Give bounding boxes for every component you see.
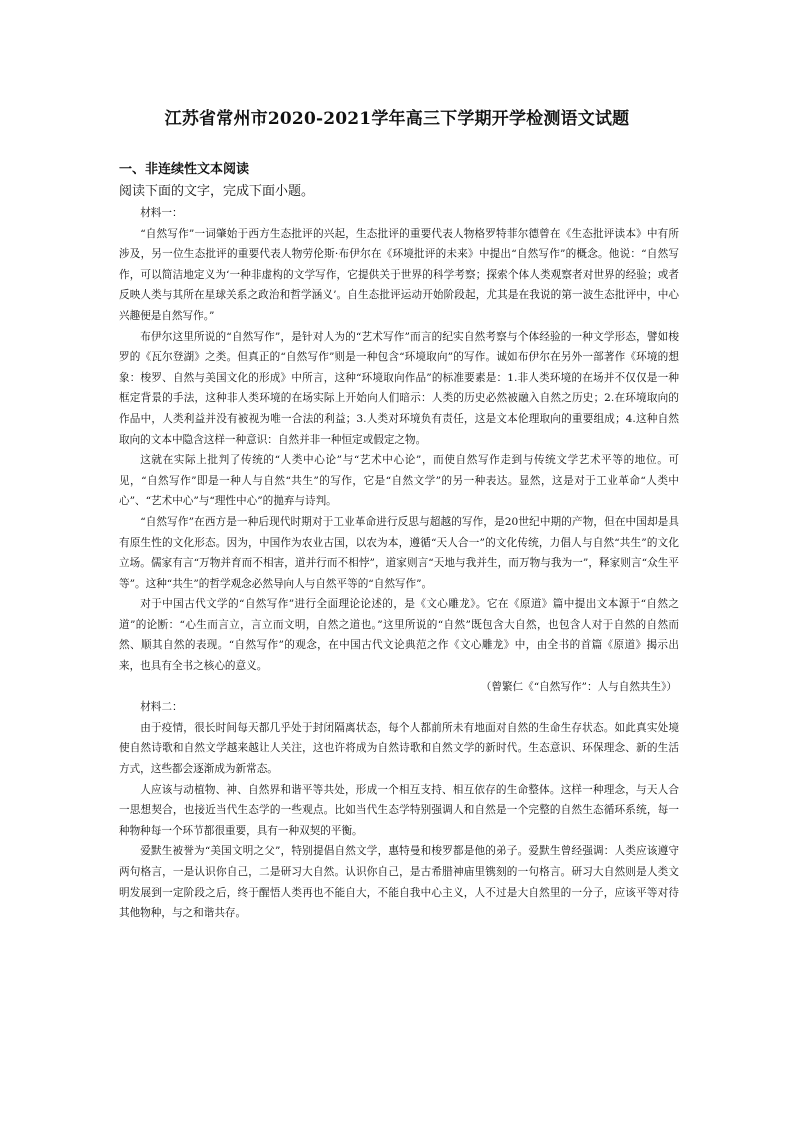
paragraph: 布伊尔这里所说的“自然写作”，是针对人为的“艺术写作”而言的纪实自然考察与个体经验的一种文学形态，譬如梭罗的《瓦尔登湖》之类。但真正的“自然写作”则是一种包含“环境取向”的写作。诚如布伊尔在另外一部著作《环境的想象：梭罗、自然与美国文化的形成》中所言，这种“环境取向作品”的标准要素是：1.非人类环境的在场并不仅仅是一种框定背景的手法，这种非人类环境的在场实际上开始向人们暗示：人类的历史必然被融入自然之历史；2.在环境取向的作品中，人类利益并没有被视为唯一合法的利益；3.人类对环境负有责任，这是文本伦理取向的重要组成；4.这种自然取向的文本中隐含这样一种意识：自然并非一种恒定或假定之物。 [119,330,679,446]
paragraph: 由于疫情，很长时间每天都几乎处于封闭隔离状态，每个人都前所未有地面对自然的生命生存状态。如此真实处境使自然诗歌和自然文学越来越让人关注，这也许将成为自然诗歌和自然文学的新时代。生态意识、环保理念、新的生活方式，这些都会逐渐成为新常态。 [119,721,679,776]
source-citation: （曾繁仁《“自然写作”：人与自然共生》） [480,680,677,693]
section-heading: 一、非连续性文本阅读 [119,162,250,177]
material-1-label: 材料一： [140,207,183,219]
paragraph: 爱默生被誉为“美国文明之父”，特别提倡自然文学，惠特曼和梭罗都是他的弟子。爱默生曾经强调：人类应该遵守两句格言，一是认识你自己，二是研习大自然。认识你自己，是古希腊神庙里镌刻的一句格言。研习大自然则是人类文明发展到一定阶段之后，终于醒悟人类再也不能自大，不能自我中心主义，人不过是大自然里的一分子，应该平等对待其他物种，与之和谐共存。 [119,845,679,920]
paragraph: 这就在实际上批判了传统的“人类中心论”与“艺术中心论”，而使自然写作走到与传统文学艺术平等的地位。可见，“自然写作”即是一种人与自然“共生”的写作，它是“自然文学”的另一种表达。显然，这是对于工业革命“人类中心”、“艺术中心”与“理性中心”的拋弃与诗判。 [119,454,679,508]
material-2-label: 材料二： [140,701,183,714]
page-title: 江苏省常州市2020-2021学年高三下学期开学检测语文试题 [164,109,630,129]
paragraph: “自然写作”一词肇始于西方生态批评的兴起，生态批评的重要代表人物格罗特菲尔德曾在《生态批评读本》中有所涉及，另一位生态批评的重要代表人物劳伦斯·布伊尔在《环境批评的未来》中提出“自然写作”的概念。他说：“自然写作，可以简洁地定义为‘一种非虚构的文学写作，它提供关于世界的科学考察；探索个体人类观察者对世界的经验；或者反映人类与其所在星球关系之政治和哲学涵义’。自生态批评运动开始阶段起，尤其是在我说的第一波生态批评中，中心兴趣便是自然写作。” [119,227,679,322]
paragraph: 对于中国古代文学的“自然写作”进行全面理论论述的，是《文心雕龙》。它在《原道》篇中提出文本源于“自然之道”的论断：“心生而言立，言立而文明，自然之道也。”这里所说的“自然”既包含大自然，也包含人对于自然的自然而然、顺其自然的表现。“自然写作”的观念，在中国古代文论典范之作《文心雕龙》中，由全书的首篇《原道》揭示出来，也具有全书之核心的意义。 [119,598,679,673]
reading-passage [119,203,679,924]
paragraph: 人应该与动植物、神、自然界和谐平等共处，形成一个相互支持、相互依存的生命整体。这样一种理念，与天人合一思想契合，也接近当代生态学的一些观点。比如当代生态学特别强调人和自然是一个完整的自然生态循环系统，每一种物种每一个环节都很重要，具有一种双契的平衡。 [119,783,679,837]
instruction-text: 阅读下面的文字，完成下面小题。 [119,184,315,199]
paragraph: “自然写作”在西方是一种后现代时期对于工业革命进行反思与超越的写作，是20世纪中期的产物，但在中国却是具有原生性的文化形态。因为，中国作为农业古国，以农为本，遵循“天人合一”的文化传统，力倡人与自然“共生”的文化立场。儒家有言“万物并育而不相害，道并行而不相悖”，道家则言“天地与我并生，而万物与我为一”，释家则言“众生平等”。这种“共生”的哲学观念必然导向人与自然平等的“自然写作”。 [119,515,679,590]
